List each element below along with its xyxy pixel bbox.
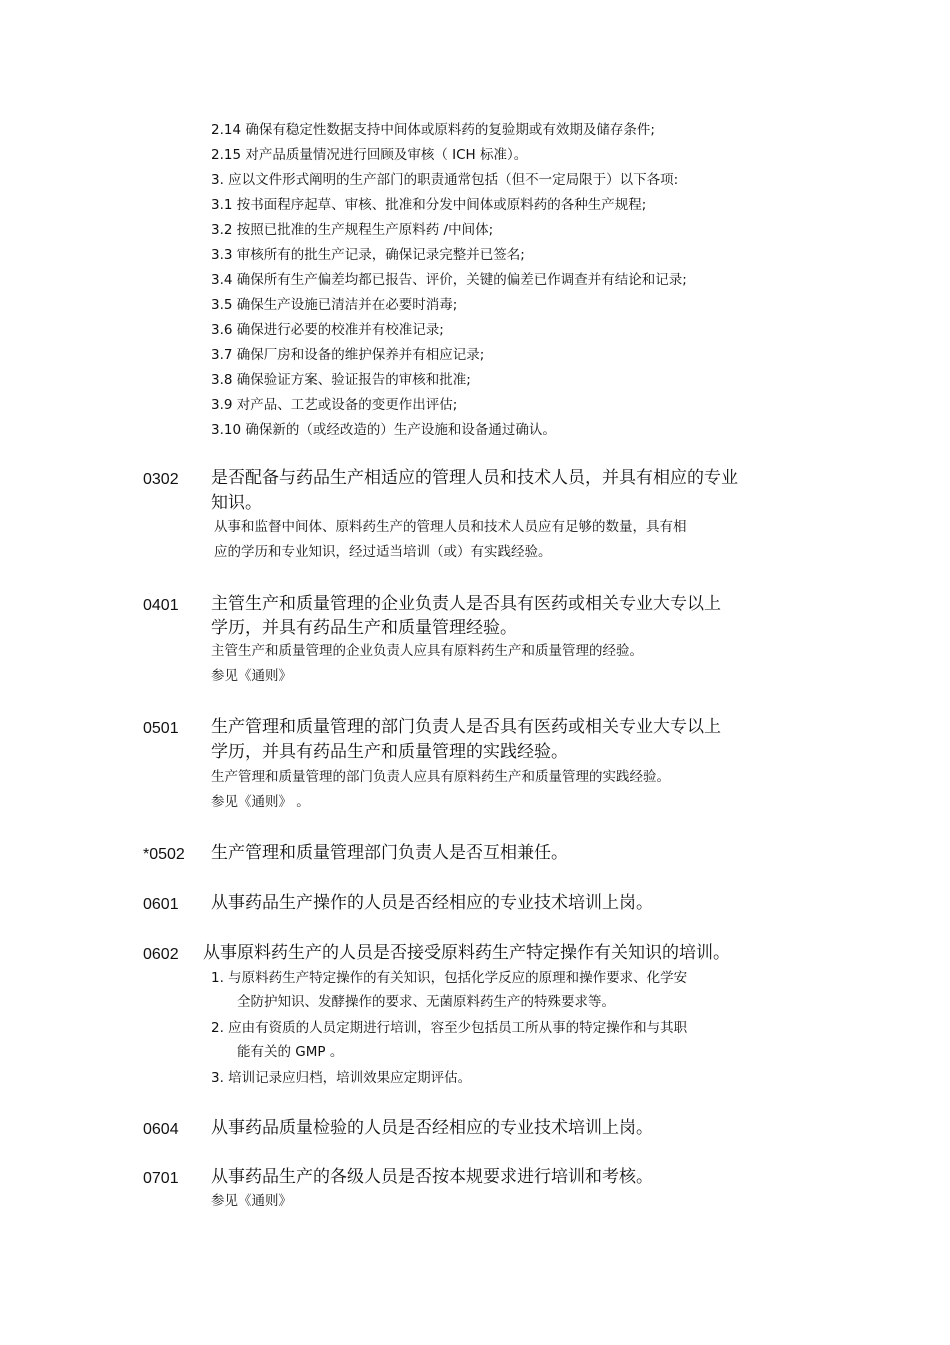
list-item: 3.8 确保验证方案、验证报告的审核和批准; — [211, 372, 471, 388]
list-item: 3.1 按书面程序起草、审核、批准和分发中间体或原料药的各种生产规程; — [211, 197, 647, 213]
list-item: 3.10 确保新的（或经改造的）生产设施和设备通过确认。 — [211, 422, 556, 438]
item-code: 0501 — [143, 720, 179, 737]
item-title: 学历，并具有药品生产和质量管理的实践经验。 — [211, 742, 568, 762]
sub-item: 3. 培训记录应归档，培训效果应定期评估。 — [211, 1070, 472, 1086]
list-item: 3. 应以文件形式阐明的生产部门的职责通常包括（但不一定局限于）以下各项: — [211, 172, 679, 188]
item-title: 主管生产和质量管理的企业负责人是否具有医药或相关专业大专以上 — [211, 594, 721, 614]
item-note: 主管生产和质量管理的企业负责人应具有原料药生产和质量管理的经验。 — [211, 643, 643, 659]
list-item: 3.4 确保所有生产偏差均都已报告、评价，关键的偏差已作调查并有结论和记录; — [211, 272, 687, 288]
item-title: 生产管理和质量管理的部门负责人是否具有医药或相关专业大专以上 — [211, 717, 721, 737]
sub-item: 1. 与原料药生产特定操作的有关知识，包括化学反应的原理和操作要求、化学安 — [211, 970, 688, 986]
item-code: 0601 — [143, 896, 179, 913]
item-title: 学历，并具有药品生产和质量管理经验。 — [211, 618, 517, 638]
list-item: 3.5 确保生产设施已清洁并在必要时消毒; — [211, 297, 458, 313]
item-title: 生产管理和质量管理部门负责人是否互相兼任。 — [211, 843, 568, 863]
list-item: 3.9 对产品、工艺或设备的变更作出评估; — [211, 397, 458, 413]
item-note: 生产管理和质量管理的部门负责人应具有原料药生产和质量管理的实践经验。 — [211, 769, 670, 785]
item-note: 参见《通则》 — [211, 668, 292, 684]
list-item: 3.6 确保进行必要的校准并有校准记录; — [211, 322, 444, 338]
item-code: 0302 — [143, 471, 179, 488]
sub-item: 能有关的 GMP 。 — [237, 1044, 344, 1060]
sub-item: 2. 应由有资质的人员定期进行培训，容至少包括员工所从事的特定操作和与其职 — [211, 1020, 688, 1036]
item-note: 参见《通则》 。 — [211, 794, 310, 810]
sub-item: 全防护知识、发酵操作的要求、无菌原料药生产的特殊要求等。 — [237, 994, 615, 1010]
item-title: 从事药品生产的各级人员是否按本规要求进行培训和考核。 — [211, 1167, 653, 1187]
item-code: 0602 — [143, 946, 179, 963]
item-code: 0701 — [143, 1170, 179, 1187]
item-code: *0502 — [143, 846, 185, 863]
item-title: 是否配备与药品生产相适应的管理人员和技术人员，并具有相应的专业 — [211, 468, 738, 488]
list-item: 3.3 审核所有的批生产记录，确保记录完整并已签名; — [211, 247, 525, 263]
item-note: 应的学历和专业知识，经过适当培训（或）有实践经验。 — [214, 544, 552, 560]
item-title: 从事原料药生产的人员是否接受原料药生产特定操作有关知识的培训。 — [203, 943, 730, 963]
item-title: 知识。 — [211, 493, 262, 513]
list-item: 3.7 确保厂房和设备的维护保养并有相应记录; — [211, 347, 485, 363]
item-title: 从事药品生产操作的人员是否经相应的专业技术培训上岗。 — [211, 893, 653, 913]
item-code: 0604 — [143, 1121, 179, 1138]
list-item: 2.14 确保有稳定性数据支持中间体或原料药的复验期或有效期及储存条件; — [211, 122, 655, 138]
item-note: 从事和监督中间体、原料药生产的管理人员和技术人员应有足够的数量，具有相 — [214, 519, 687, 535]
list-item: 3.2 按照已批准的生产规程生产原料药 /中间体; — [211, 222, 494, 238]
item-note: 参见《通则》 — [211, 1193, 292, 1209]
item-code: 0401 — [143, 597, 179, 614]
item-title: 从事药品质量检验的人员是否经相应的专业技术培训上岗。 — [211, 1118, 653, 1138]
list-item: 2.15 对产品质量情况进行回顾及审核（ ICH 标准）。 — [211, 147, 528, 163]
